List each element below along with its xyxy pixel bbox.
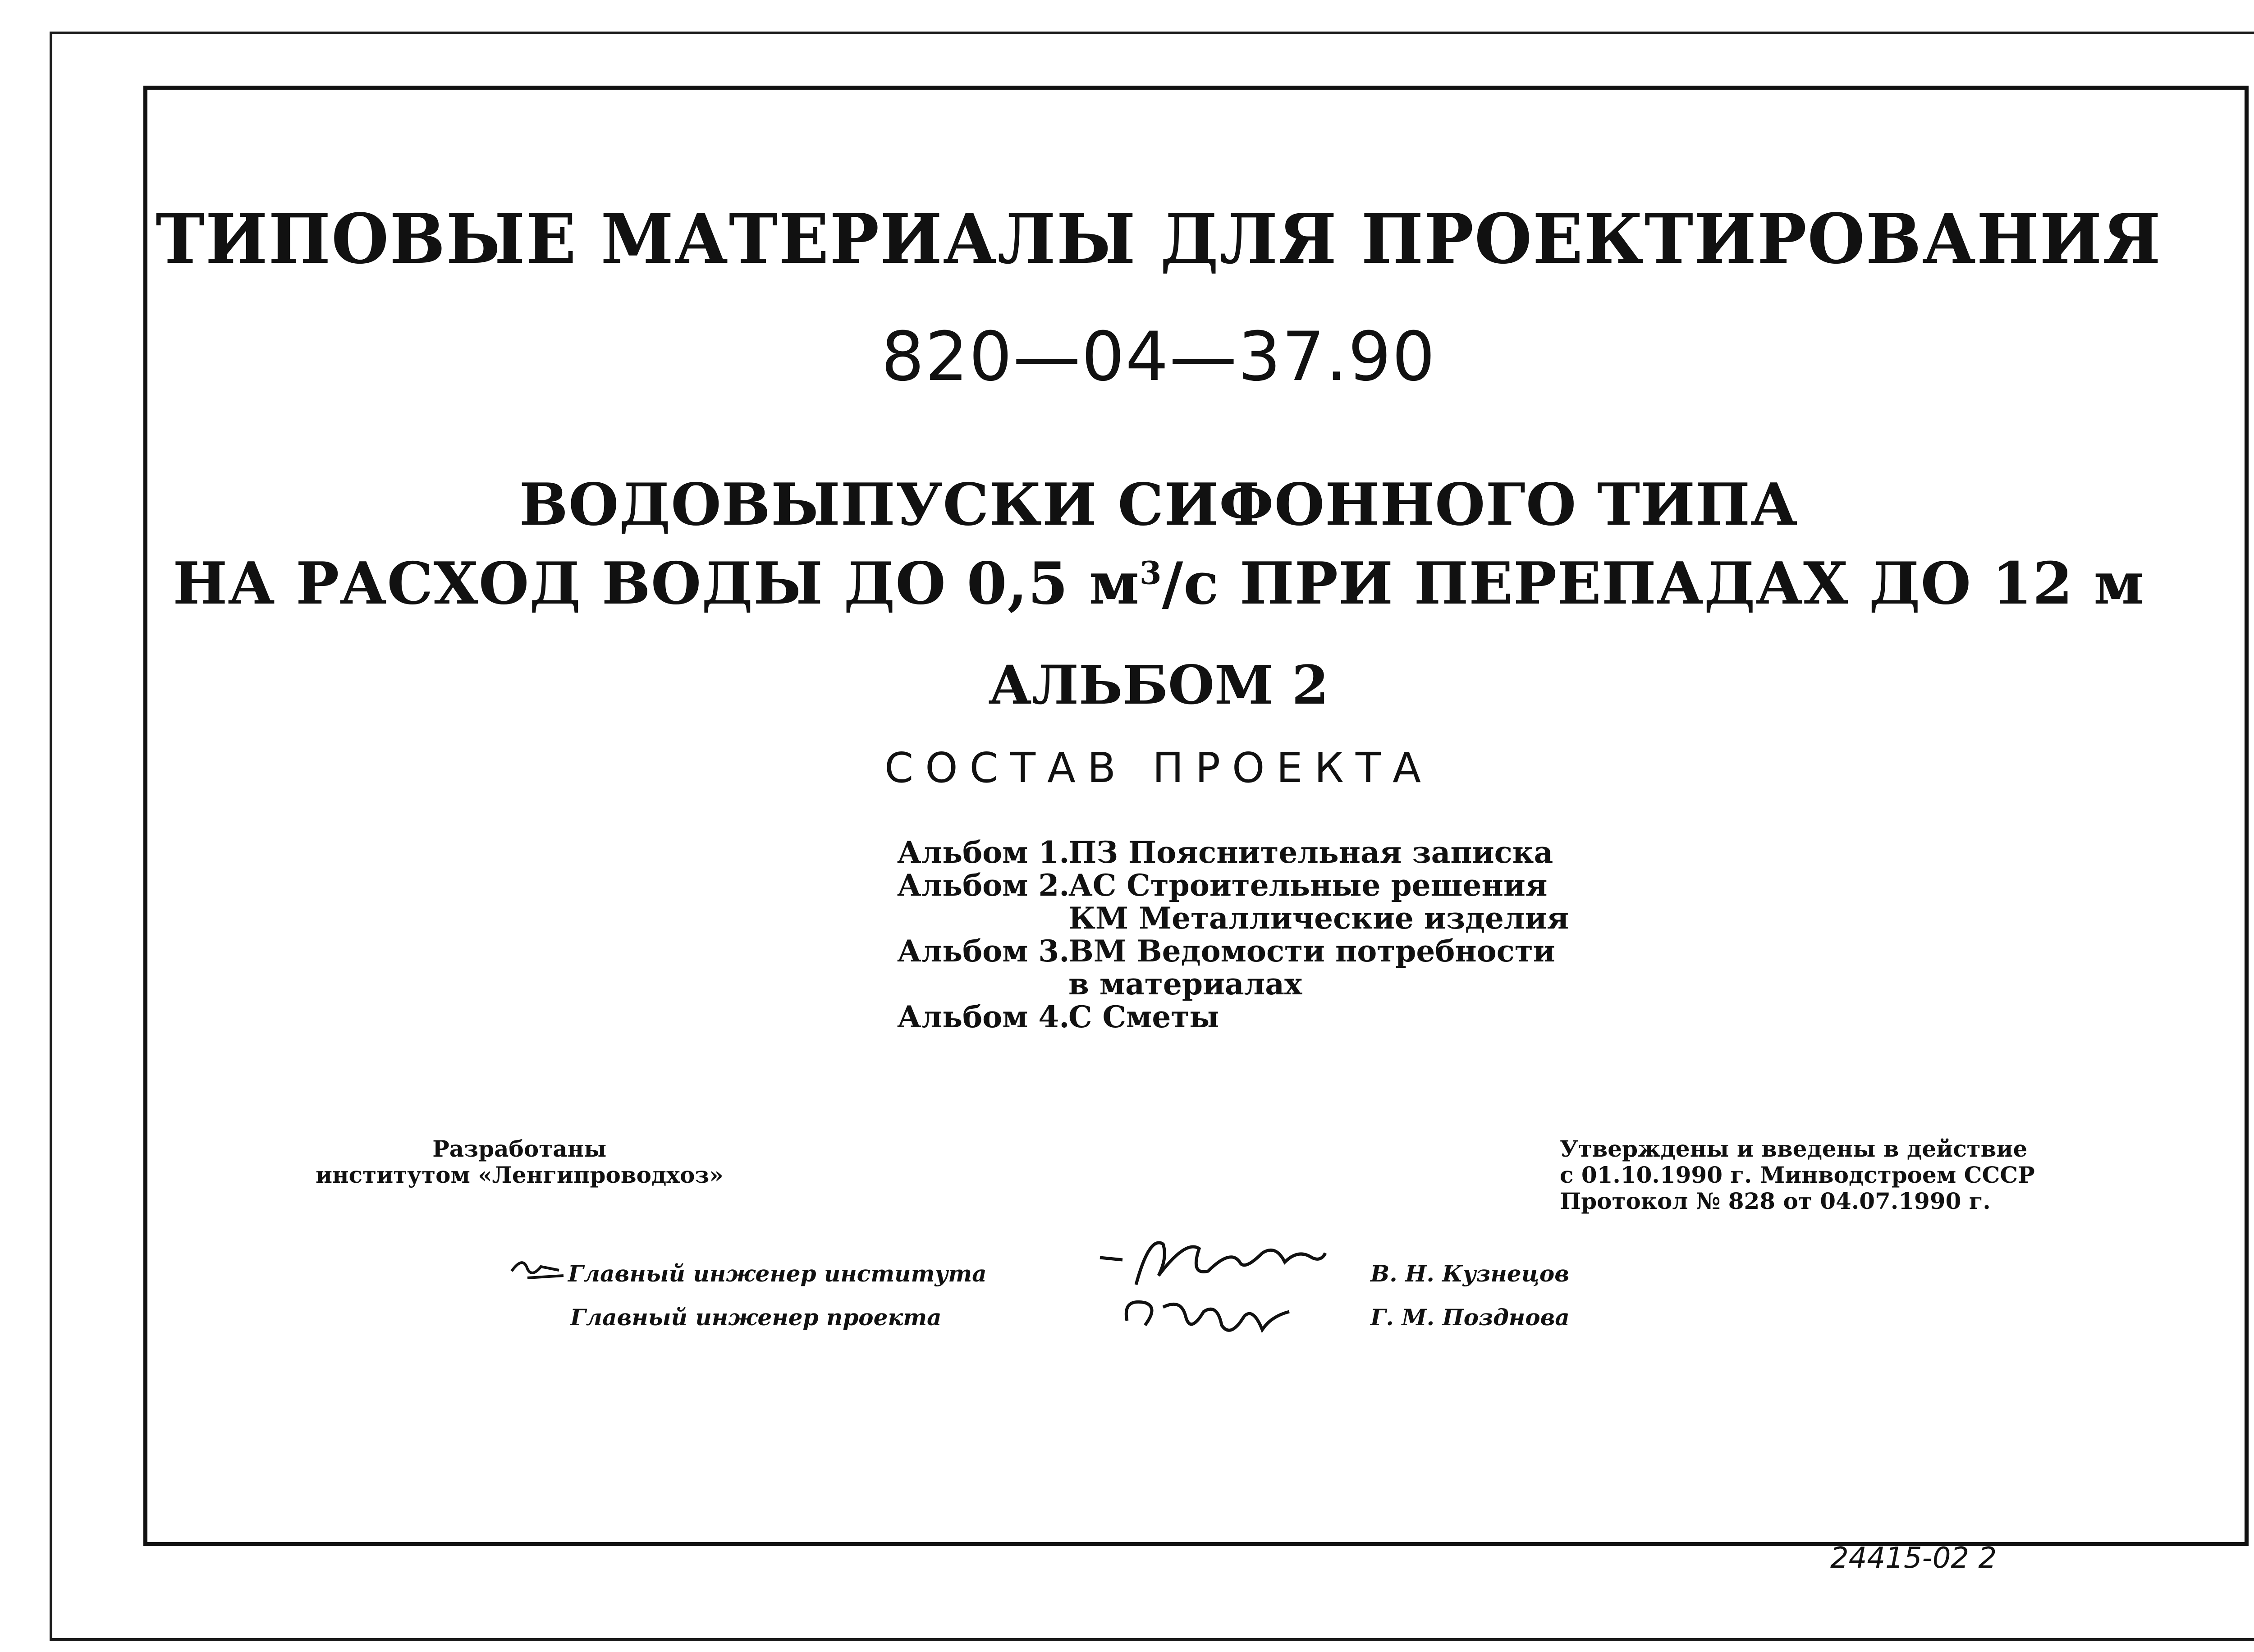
- approval-note: Утверждены и введены в действие с 01.10.1990 г. Минводстроем СССР Протокол № 828 от 04.07.1990 г.: [1560, 1135, 2035, 1214]
- composition-list: [897, 836, 1569, 1034]
- list-item: Альбом 4. С Сметы: [897, 999, 1219, 1034]
- album-label: АЛЬБОМ 2: [988, 654, 1329, 716]
- subject-line-1: ВОДОВЫПУСКИ СИФОННОГО ТИПА: [519, 471, 1798, 539]
- sheet-stamp: 24415-02 2: [1830, 1542, 1997, 1575]
- signature-kuznetsov: [1095, 1222, 1330, 1294]
- signature-name-kuznetsov: В. Н. Кузнецов: [1370, 1260, 1570, 1287]
- composition-heading: СОСТАВ ПРОЕКТА: [884, 744, 1433, 792]
- list-item: КМ Металлические изделия: [1068, 901, 1569, 936]
- list-item: Альбом 1. ПЗ Пояснительная записка: [897, 835, 1553, 870]
- list-item: Альбом 2. АС Строительные решения: [897, 868, 1548, 903]
- signature-role-chief-engineer-institute: Главный инженер института: [568, 1260, 987, 1287]
- subject-line-2: НА РАСХОД ВОДЫ ДО 0,5 $м^3/с$ ПРИ ПЕРЕПАДАХ ДО 12 м: [173, 550, 2144, 618]
- list-item: Альбом 3. ВМ Ведомости потребности: [897, 934, 1555, 969]
- signature-name-pozdnova: Г. М. Позднова: [1370, 1304, 1570, 1331]
- list-item: в материалах: [1068, 966, 1302, 1002]
- initials-signature: [509, 1253, 568, 1289]
- document-title: ТИПОВЫЕ МАТЕРИАЛЫ ДЛЯ ПРОЕКТИРОВАНИЯ: [156, 198, 2162, 279]
- signature-role-chief-engineer-project: Главный инженер проекта: [570, 1304, 942, 1331]
- document-code: 820—04—37.90: [881, 318, 1436, 396]
- signature-pozdnova: [1118, 1289, 1307, 1343]
- developed-by: Разработаны институтом «Ленгипроводхоз»: [316, 1135, 724, 1188]
